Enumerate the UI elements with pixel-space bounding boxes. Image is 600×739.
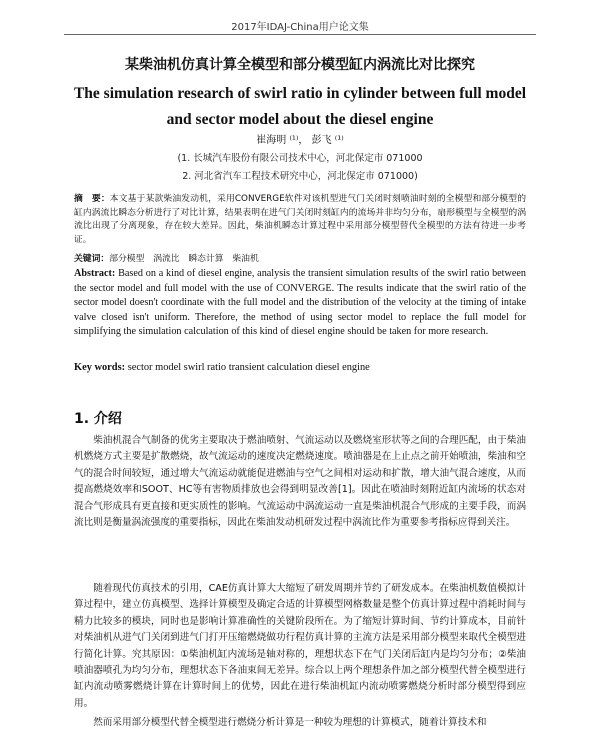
keywords-chinese-label: 关键词： (74, 254, 110, 264)
abstract-chinese-label: 摘 要： (74, 194, 110, 204)
body-paragraph-2: 随着现代仿真技术的引用，CAE仿真计算大大缩短了研发周期并节约了研发成本。在柴油机数值模拟计算过程中，建立仿真模型、选择计算模型及确定合适的计算模型网格数量是整个仿真计算过程中消耗时间与精力比较多的模块，同时也是影响计算准确性的关键阶段所在。为了缩短计算时间、节约计算成本，目前针对柴油机从进气门关闭到进气门打开压缩燃烧做功行程仿真计算的主流方法是采用部分模型来取代全模型进行简化计算。究其原因：①柴油机缸内流场是轴对称的，理想状态下在气门关闭后缸内是均匀分布；②柴油喷油器喷孔为均匀分布，理想状态下各油束间无差异。综合以上两个理想条件加之部分模型代替全模型进行缸内流动喷雾燃烧计算在计算时间上的优势，因此在进行柴油机缸内流动喷雾燃烧分析时部分模型得到应用。 (74, 583, 526, 709)
keywords-english (74, 362, 526, 373)
header-rule (64, 34, 536, 35)
affiliation-1: (1. 长城汽车股份有限公司技术中心，河北保定市 071000 (177, 153, 423, 164)
abstract-chinese (74, 193, 526, 247)
affiliation-2: 2. 河北省汽车工程技术研究中心，河北保定市 071000) (182, 171, 418, 182)
title-english-line-2: and sector model about the diesel engine (166, 111, 434, 128)
keywords-chinese-text: 部分模型 涡流比 瞬态计算 柴油机 (109, 254, 259, 264)
body-paragraph-1: 柴油机混合气制备的优劣主要取决于燃油喷射、气流运动以及燃烧室形状等之间的合理匹配，由于柴油机燃烧方式主要是扩散燃烧，故气流运动的速度决定燃烧速度。喷油器是在上止点之前开始喷油，柴油和空气的混合时间较短，通过增大气流运动就能促进燃油与空气之间相对运动和扩散，增大油气混合速度，从而提高燃烧效率和SOOT、HC等有害物质排放也会得到明显改善[1]。因此在喷油时刻附近缸内流场的状态对混合气形成具有更直接和更实质性的影响。气流运动中涡流运动一直是柴油机混合气形成的主要手段，而涡流比则是衡量涡流强度的重要指标，因此在柴油发动机研发过程中涡流比作为重要参考指标应得到关注。 (74, 435, 526, 529)
abstract-chinese-text: 本文基于某款柴油发动机，采用CONVERGE软件对该机型进气门关闭时刻喷油时刻的全模型和部分模型的缸内涡流比瞬态分析进行了对比计算，结果表明在进气门关闭时刻缸内的流场并非均匀分布，扇形模型与全模型的涡流比出现了分离现象，存在较大差异。因此，柴油机瞬态计算过程中采用部分模型替代全模型的方法有待进一步考证。 (74, 194, 526, 245)
authors: 崔海明 ⁽¹⁾， 彭飞 ⁽¹⁾ (256, 135, 344, 146)
body-paragraph-3: 然而采用部分模型代替全模型进行燃烧分析计算是一种较为理想的计算模式，随着计算技术和 (93, 717, 487, 728)
title-chinese: 某柴油机仿真计算全模型和部分模型缸内涡流比对比探究 (125, 57, 475, 73)
section-heading: 1. 介绍 (74, 411, 122, 427)
title-english-line-1: The simulation research of swirl ratio in cylinder between full model (73, 85, 527, 102)
abstract-english-text: Based on a kind of diesel engine, analysis the transient simulation results of the swirl ratio between the sector model and full model with the use of CONVERGE. The results indicate that the swirl ratio of the sector model doesn't coordinate with the full model and the distribution of the velocity at the timing of intake valve closed isn't uniform. Therefore, the method of using sector model to replace the full model for simplifying the simulation calculation of this kind of diesel engine should be taken for more research. (74, 268, 527, 338)
abstract-english-label: Abstract: (74, 268, 116, 279)
keywords-english-label: Key words: (74, 362, 126, 373)
keywords-english-text: sector model swirl ratio transient calculation diesel engine (127, 362, 370, 373)
running-header: 2017年IDAJ-China用户论文集 (231, 22, 369, 33)
abstract-english (74, 267, 526, 340)
keywords-chinese (74, 251, 526, 264)
